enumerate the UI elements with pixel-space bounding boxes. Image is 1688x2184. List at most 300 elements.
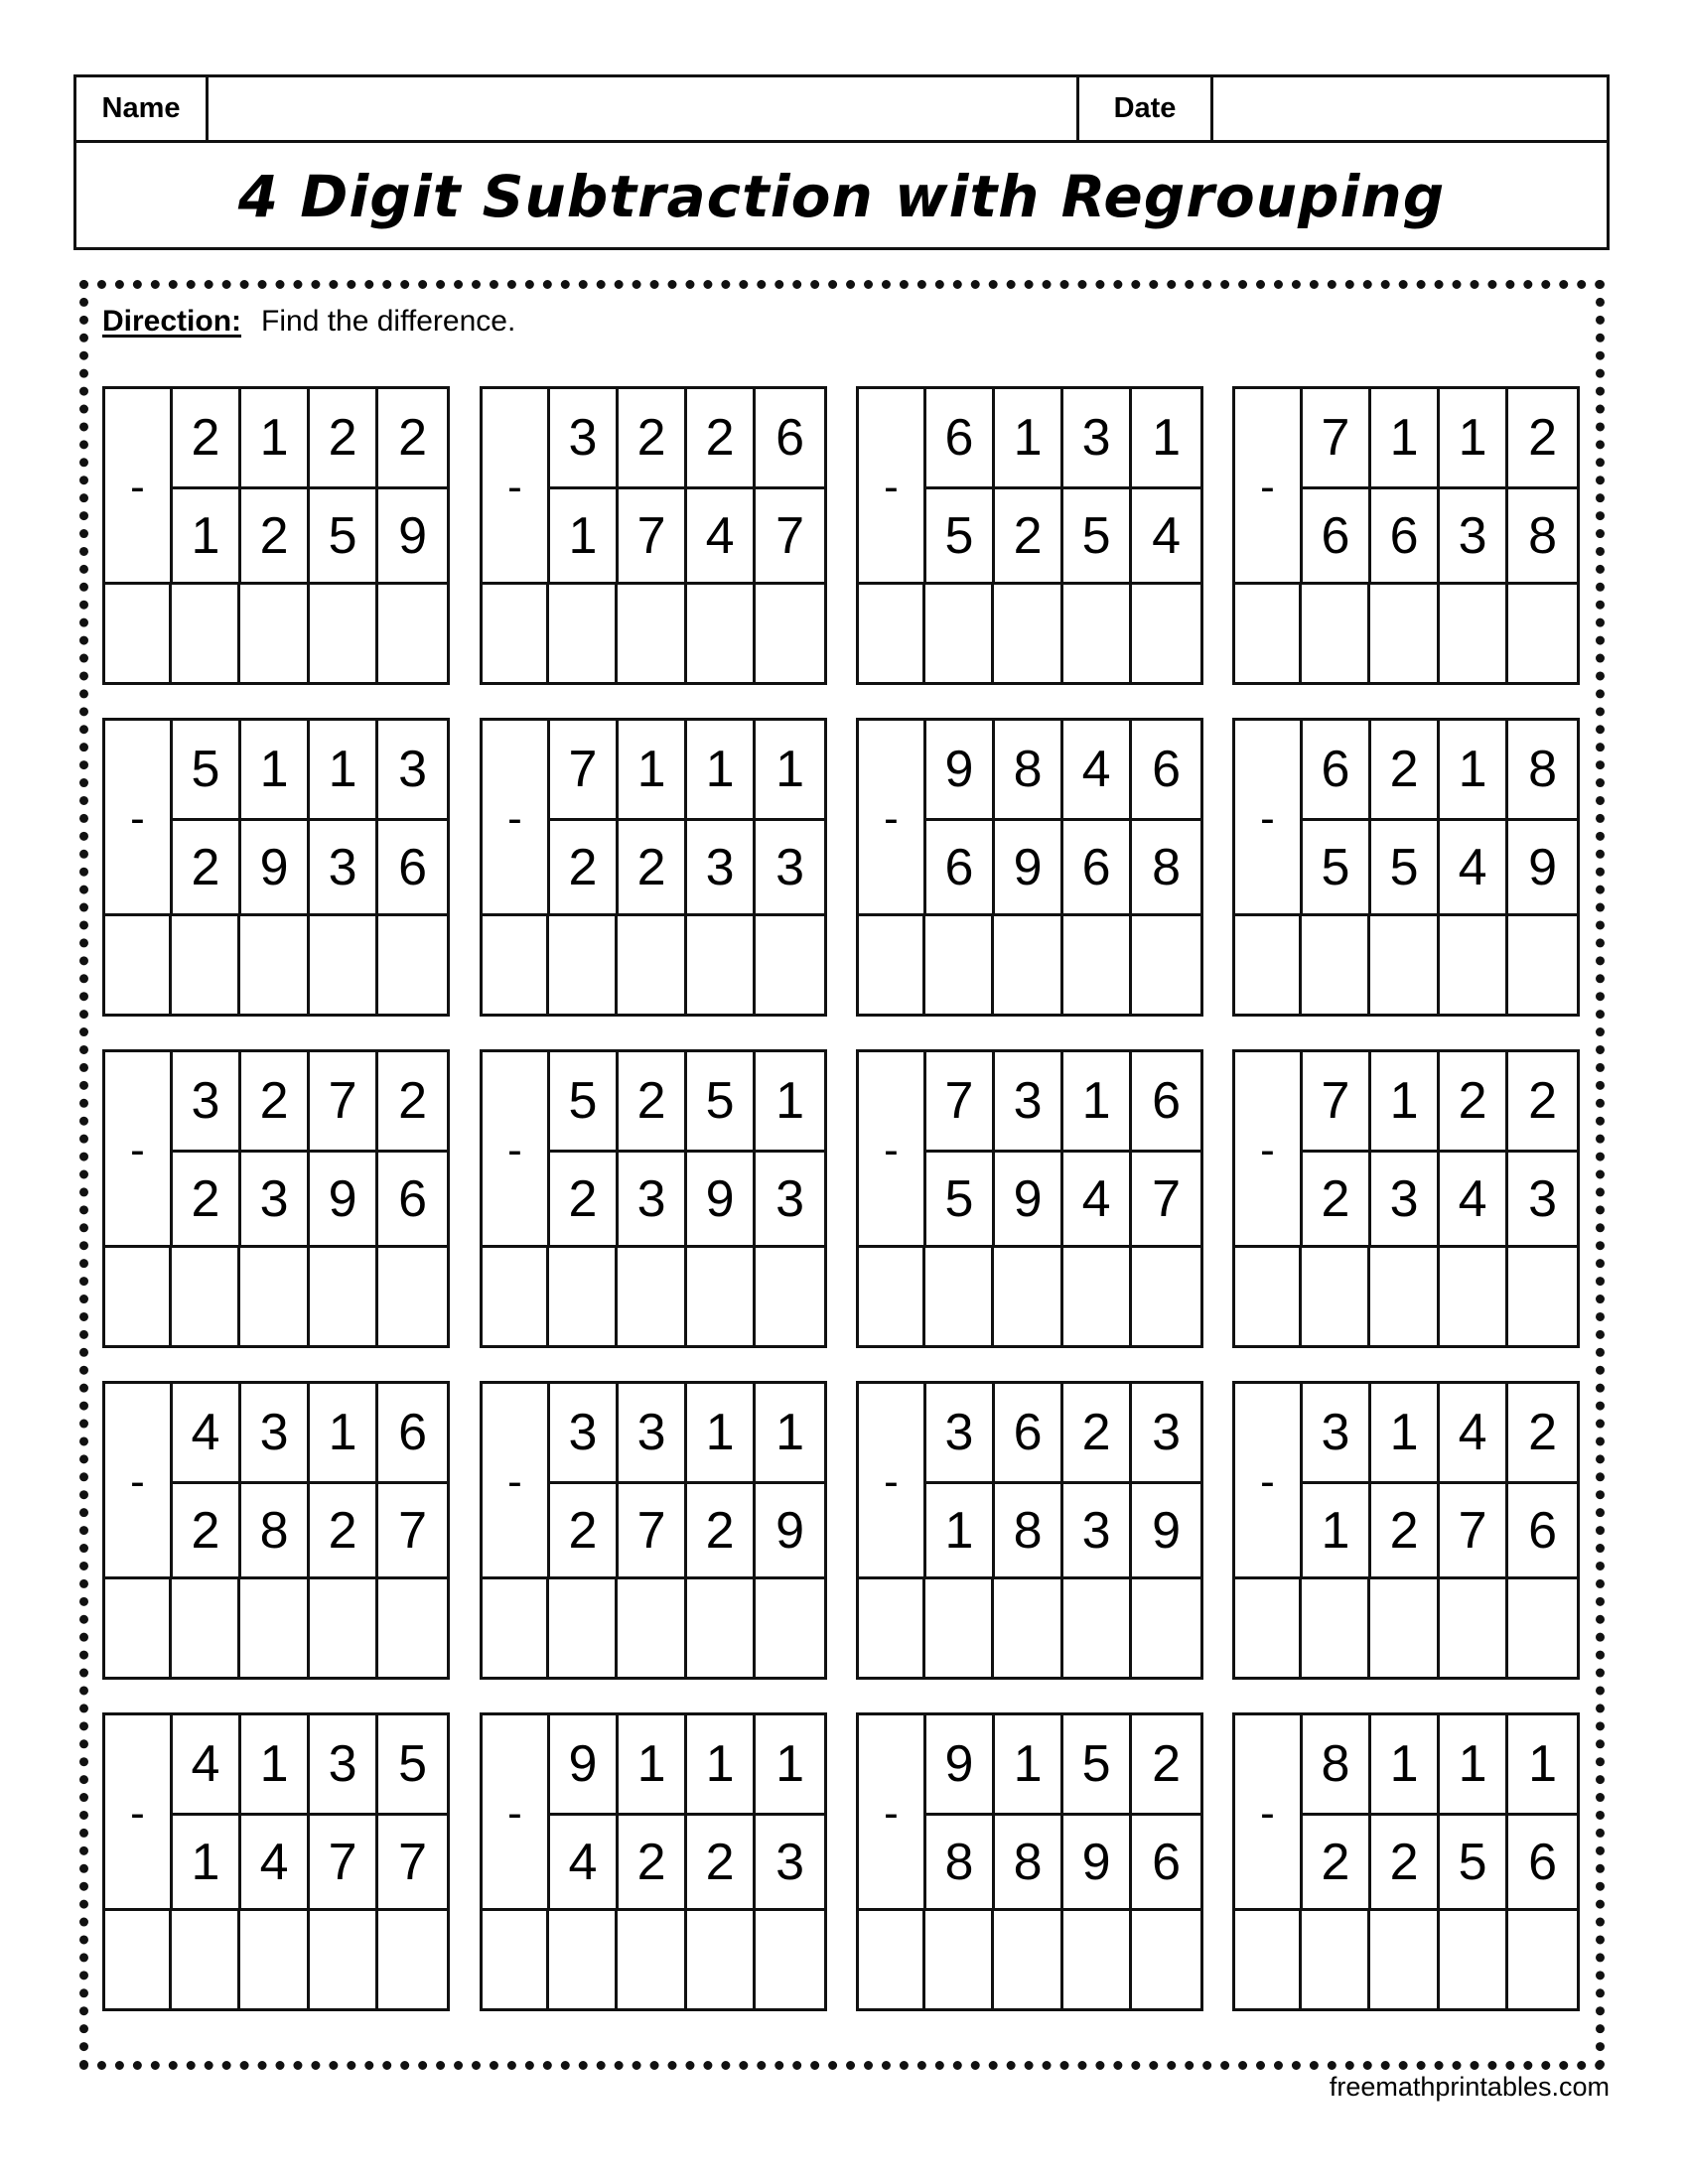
answer-digit-box[interactable] (756, 916, 824, 1014)
answer-digit-box[interactable] (1132, 1911, 1200, 2008)
minuend-row (550, 1052, 824, 1153)
subtrahend-row (173, 1813, 447, 1911)
direction-label: Direction: (102, 305, 242, 338)
answer-blank-lead (483, 916, 549, 1014)
answer-row (483, 913, 824, 1014)
answer-blank-lead (1235, 1248, 1302, 1345)
answer-digit-box[interactable] (925, 1579, 994, 1677)
minus-sign: - (859, 1052, 926, 1248)
answer-row (483, 1908, 824, 2008)
problem-17 (102, 1712, 450, 2011)
subtrahend-digit: 3 (775, 1169, 804, 1228)
subtrahend-digit: 2 (550, 1150, 619, 1248)
minuend-digit: 2 (1152, 1735, 1181, 1793)
minuend-digit: 1 (995, 1715, 1063, 1813)
answer-row (105, 913, 447, 1014)
answer-digit-box[interactable] (378, 1248, 447, 1345)
minuend-digit: 1 (775, 1072, 804, 1130)
answer-blank-lead (105, 1579, 172, 1677)
name-label: Name (101, 92, 181, 124)
minuend-row (926, 1052, 1200, 1153)
subtrahend-digit: 2 (173, 818, 241, 916)
answer-digit-box[interactable] (1302, 1579, 1370, 1677)
problem-15 (856, 1381, 1203, 1680)
minuend-row (1303, 389, 1577, 489)
subtrahend-digit: 1 (173, 1813, 241, 1911)
answer-digit-box[interactable] (1302, 585, 1370, 682)
subtrahend-digit: 1 (550, 486, 619, 585)
subtrahend-digit: 2 (619, 818, 687, 916)
answer-digit-box[interactable] (1440, 585, 1508, 682)
answer-digit-box[interactable] (1063, 1911, 1132, 2008)
subtrahend-digit: 6 (1371, 486, 1440, 585)
subtrahend-digit: 1 (173, 486, 241, 585)
problem-12 (1232, 1049, 1580, 1348)
answer-digit-box[interactable] (378, 1911, 447, 2008)
minus-sign: - (105, 389, 173, 585)
minuend-digit: 2 (619, 389, 687, 486)
answer-row (105, 1908, 447, 2008)
minuend-digit: 1 (619, 721, 687, 818)
answer-digit-box[interactable] (310, 916, 378, 1014)
problem-18 (480, 1712, 827, 2011)
answer-digit-box[interactable] (1508, 1911, 1577, 2008)
subtrahend-digit: 9 (775, 1501, 804, 1560)
answer-digit-box[interactable] (1508, 585, 1577, 682)
answer-row (859, 582, 1200, 682)
subtrahend-digit: 7 (619, 1481, 687, 1579)
subtrahend-digit: 2 (173, 1150, 241, 1248)
minuend-digit: 5 (173, 721, 241, 818)
answer-digit-box[interactable] (994, 1579, 1062, 1677)
minuend-digit: 3 (995, 1052, 1063, 1150)
answer-digit-box[interactable] (687, 916, 756, 1014)
minuend-digit: 1 (1371, 1715, 1440, 1813)
minuend-digit: 8 (1528, 741, 1557, 798)
problem-14 (480, 1381, 827, 1680)
minuend-digit: 3 (241, 1384, 310, 1481)
minuend-digit: 9 (926, 1715, 995, 1813)
minuend-digit: 9 (550, 1715, 619, 1813)
minuend-digit: 7 (1303, 1052, 1371, 1150)
answer-digit-box[interactable] (1508, 1248, 1577, 1345)
minuend-digit: 7 (926, 1052, 995, 1150)
answer-digit-box[interactable] (925, 1248, 994, 1345)
answer-digit-box[interactable] (549, 916, 618, 1014)
answer-digit-box[interactable] (925, 916, 994, 1014)
answer-digit-box[interactable] (687, 1579, 756, 1677)
subtrahend-digit: 3 (1528, 1169, 1557, 1228)
minuend-digit: 1 (1371, 1384, 1440, 1481)
subtrahend-row (173, 1150, 447, 1248)
answer-digit-box[interactable] (549, 1248, 618, 1345)
subtrahend-digit: 6 (1152, 1833, 1181, 1891)
subtrahend-digit: 2 (1303, 1813, 1371, 1911)
problem-9 (102, 1049, 450, 1348)
subtrahend-row (550, 1481, 824, 1579)
minuend-row (550, 389, 824, 489)
minuend-digit: 2 (619, 1052, 687, 1150)
answer-digit-box[interactable] (240, 1911, 309, 2008)
subtrahend-digit: 3 (1440, 486, 1508, 585)
answer-digit-box[interactable] (172, 1579, 240, 1677)
minuend-row (550, 1715, 824, 1816)
problem-2 (480, 386, 827, 685)
minuend-digit: 3 (1152, 1404, 1181, 1461)
answer-digit-box[interactable] (687, 585, 756, 682)
minus-sign: - (859, 1715, 926, 1911)
answer-digit-box[interactable] (549, 1579, 618, 1677)
minuend-digit: 8 (1303, 1715, 1371, 1813)
answer-digit-box[interactable] (378, 916, 447, 1014)
subtrahend-digit: 9 (241, 818, 310, 916)
minuend-digit: 1 (687, 1715, 756, 1813)
answer-digit-box[interactable] (240, 585, 309, 682)
subtrahend-digit: 8 (1528, 506, 1557, 565)
minuend-digit: 7 (1303, 389, 1371, 486)
answer-digit-box[interactable] (618, 1248, 686, 1345)
answer-digit-box[interactable] (756, 1579, 824, 1677)
minuend-row (1303, 1715, 1577, 1816)
answer-digit-box[interactable] (549, 1911, 618, 2008)
subtrahend-digit: 2 (1303, 1150, 1371, 1248)
answer-digit-box[interactable] (310, 585, 378, 682)
minuend-digit: 5 (1063, 1715, 1132, 1813)
answer-digit-box[interactable] (994, 1248, 1062, 1345)
minuend-digit: 3 (1063, 389, 1132, 486)
answer-digit-box[interactable] (172, 1911, 240, 2008)
subtrahend-row (1303, 1813, 1577, 1911)
minus-sign: - (483, 1052, 550, 1248)
subtrahend-digit: 5 (1063, 486, 1132, 585)
subtrahend-digit: 3 (310, 818, 378, 916)
subtrahend-row (1303, 818, 1577, 916)
minuend-digit: 6 (398, 1404, 427, 1461)
answer-digit-box[interactable] (1132, 916, 1200, 1014)
minuend-row (173, 389, 447, 489)
answer-row (859, 1245, 1200, 1345)
answer-digit-box[interactable] (240, 916, 309, 1014)
minuend-row (173, 1715, 447, 1816)
answer-row (859, 1908, 1200, 2008)
answer-digit-box[interactable] (172, 916, 240, 1014)
problem-1 (102, 386, 450, 685)
subtrahend-digit: 7 (619, 486, 687, 585)
answer-digit-box[interactable] (1063, 585, 1132, 682)
minus-sign: - (1235, 1715, 1303, 1911)
answer-row (483, 582, 824, 682)
minuend-digit: 1 (1152, 409, 1181, 467)
problem-5 (102, 718, 450, 1017)
answer-digit-box[interactable] (240, 1579, 309, 1677)
minuend-digit: 2 (173, 389, 241, 486)
subtrahend-digit: 8 (995, 1481, 1063, 1579)
subtrahend-digit: 5 (926, 486, 995, 585)
minuend-row (926, 1715, 1200, 1816)
answer-digit-box[interactable] (1370, 916, 1439, 1014)
answer-digit-box[interactable] (756, 1248, 824, 1345)
problem-10 (480, 1049, 827, 1348)
answer-blank-lead (1235, 585, 1302, 682)
subtrahend-row (1303, 486, 1577, 585)
answer-digit-box[interactable] (1302, 1248, 1370, 1345)
problem-20 (1232, 1712, 1580, 2011)
subtrahend-digit: 3 (1063, 1481, 1132, 1579)
subtrahend-digit: 2 (550, 818, 619, 916)
answer-digit-box[interactable] (618, 585, 686, 682)
minuend-digit: 4 (1440, 1384, 1508, 1481)
subtrahend-digit: 6 (926, 818, 995, 916)
subtrahend-digit: 6 (1528, 1501, 1557, 1560)
minuend-digit: 3 (398, 741, 427, 798)
problem-19 (856, 1712, 1203, 2011)
subtrahend-digit: 5 (1440, 1813, 1508, 1911)
minuend-digit: 1 (775, 1735, 804, 1793)
answer-digit-box[interactable] (1370, 585, 1439, 682)
answer-digit-box[interactable] (1063, 1579, 1132, 1677)
answer-blank-lead (483, 1911, 549, 2008)
subtrahend-row (926, 486, 1200, 585)
answer-digit-box[interactable] (756, 585, 824, 682)
minus-sign: - (1235, 721, 1303, 916)
answer-digit-box[interactable] (1132, 1248, 1200, 1345)
minus-sign: - (859, 1384, 926, 1579)
subtrahend-row (550, 1813, 824, 1911)
subtrahend-digit: 6 (398, 1169, 427, 1228)
answer-digit-box[interactable] (618, 916, 686, 1014)
answer-row (1235, 1245, 1577, 1345)
subtrahend-digit: 8 (241, 1481, 310, 1579)
minus-sign: - (1235, 1052, 1303, 1248)
subtrahend-row (550, 1150, 824, 1248)
answer-digit-box[interactable] (310, 1579, 378, 1677)
answer-blank-lead (105, 1911, 172, 2008)
subtrahend-digit: 6 (1303, 486, 1371, 585)
answer-digit-box[interactable] (549, 585, 618, 682)
answer-row (1235, 582, 1577, 682)
answer-digit-box[interactable] (172, 585, 240, 682)
minuend-digit: 1 (1063, 1052, 1132, 1150)
minus-sign: - (483, 721, 550, 916)
answer-digit-box[interactable] (310, 1248, 378, 1345)
subtrahend-digit: 2 (687, 1481, 756, 1579)
minuend-row (1303, 1384, 1577, 1484)
minuend-digit: 2 (398, 409, 427, 467)
answer-blank-lead (1235, 916, 1302, 1014)
subtrahend-digit: 2 (1371, 1481, 1440, 1579)
subtrahend-digit: 9 (1152, 1501, 1181, 1560)
problem-7 (856, 718, 1203, 1017)
subtrahend-digit: 4 (241, 1813, 310, 1911)
minuend-digit: 6 (775, 409, 804, 467)
answer-row (105, 1245, 447, 1345)
minuend-digit: 7 (310, 1052, 378, 1150)
minuend-digit: 1 (1371, 1052, 1440, 1150)
minuend-digit: 1 (775, 1404, 804, 1461)
subtrahend-digit: 6 (1528, 1833, 1557, 1891)
subtrahend-row (926, 1150, 1200, 1248)
subtrahend-digit: 2 (995, 486, 1063, 585)
subtrahend-digit: 3 (775, 1833, 804, 1891)
answer-digit-box[interactable] (687, 1248, 756, 1345)
answer-digit-box[interactable] (1440, 1248, 1508, 1345)
subtrahend-row (173, 818, 447, 916)
subtrahend-row (1303, 1150, 1577, 1248)
subtrahend-digit: 9 (995, 1150, 1063, 1248)
answer-digit-box[interactable] (240, 1248, 309, 1345)
minuend-digit: 2 (1371, 721, 1440, 818)
minuend-digit: 5 (687, 1052, 756, 1150)
subtrahend-digit: 4 (1440, 1150, 1508, 1248)
minus-sign: - (483, 1715, 550, 1911)
answer-digit-box[interactable] (1508, 916, 1577, 1014)
minuend-digit: 5 (550, 1052, 619, 1150)
minuend-digit: 1 (1440, 721, 1508, 818)
answer-digit-box[interactable] (994, 916, 1062, 1014)
minuend-digit: 1 (1371, 389, 1440, 486)
answer-digit-box[interactable] (994, 585, 1062, 682)
answer-digit-box[interactable] (618, 1579, 686, 1677)
answer-row (1235, 1908, 1577, 2008)
answer-blank-lead (859, 1579, 925, 1677)
subtrahend-digit: 7 (775, 506, 804, 565)
subtrahend-row (926, 1481, 1200, 1579)
minuend-row (173, 1384, 447, 1484)
subtrahend-digit: 9 (310, 1150, 378, 1248)
subtrahend-digit: 5 (1371, 818, 1440, 916)
subtrahend-digit: 2 (310, 1481, 378, 1579)
subtrahend-row (926, 818, 1200, 916)
subtrahend-digit: 3 (775, 838, 804, 896)
answer-blank-lead (105, 916, 172, 1014)
minuend-digit: 1 (310, 721, 378, 818)
minuend-digit: 3 (926, 1384, 995, 1481)
minus-sign: - (1235, 389, 1303, 585)
subtrahend-digit: 5 (926, 1150, 995, 1248)
minuend-digit: 1 (241, 389, 310, 486)
answer-digit-box[interactable] (1132, 1579, 1200, 1677)
minuend-digit: 7 (550, 721, 619, 818)
minus-sign: - (105, 721, 173, 916)
minuend-digit: 1 (619, 1715, 687, 1813)
subtrahend-digit: 3 (619, 1150, 687, 1248)
answer-blank-lead (483, 1248, 549, 1345)
answer-digit-box[interactable] (1132, 585, 1200, 682)
minuend-row (1303, 721, 1577, 821)
answer-row (1235, 913, 1577, 1014)
minuend-digit: 1 (310, 1384, 378, 1481)
answer-digit-box[interactable] (1370, 1579, 1439, 1677)
answer-row (483, 1245, 824, 1345)
minuend-digit: 1 (1528, 1735, 1557, 1793)
answer-row (105, 1576, 447, 1677)
problem-13 (102, 1381, 450, 1680)
minuend-digit: 6 (926, 389, 995, 486)
minuend-digit: 3 (619, 1384, 687, 1481)
minuend-row (1303, 1052, 1577, 1153)
minus-sign: - (483, 1384, 550, 1579)
minuend-digit: 1 (241, 1715, 310, 1813)
minuend-digit: 1 (687, 1384, 756, 1481)
problem-11 (856, 1049, 1203, 1348)
minuend-digit: 2 (241, 1052, 310, 1150)
subtrahend-digit: 8 (995, 1813, 1063, 1911)
subtrahend-digit: 7 (1152, 1169, 1181, 1228)
minuend-row (926, 1384, 1200, 1484)
answer-digit-box[interactable] (1370, 1911, 1439, 2008)
answer-digit-box[interactable] (172, 1248, 240, 1345)
answer-digit-box[interactable] (925, 585, 994, 682)
subtrahend-digit: 4 (1152, 506, 1181, 565)
answer-digit-box[interactable] (1440, 1911, 1508, 2008)
subtrahend-digit: 3 (687, 818, 756, 916)
subtrahend-digit: 3 (241, 1150, 310, 1248)
minuend-digit: 9 (926, 721, 995, 818)
minus-sign: - (105, 1384, 173, 1579)
answer-row (859, 913, 1200, 1014)
subtrahend-digit: 9 (1063, 1813, 1132, 1911)
answer-digit-box[interactable] (994, 1911, 1062, 2008)
answer-digit-box[interactable] (1440, 1579, 1508, 1677)
subtrahend-digit: 9 (687, 1150, 756, 1248)
answer-digit-box[interactable] (1063, 1248, 1132, 1345)
answer-digit-box[interactable] (1302, 1911, 1370, 2008)
answer-digit-box[interactable] (687, 1911, 756, 2008)
minuend-digit: 3 (310, 1715, 378, 1813)
answer-digit-box[interactable] (1302, 916, 1370, 1014)
minuend-digit: 2 (310, 389, 378, 486)
subtrahend-digit: 9 (1528, 838, 1557, 896)
subtrahend-digit: 6 (398, 838, 427, 896)
subtrahend-row (550, 818, 824, 916)
answer-blank-lead (483, 585, 549, 682)
answer-digit-box[interactable] (378, 585, 447, 682)
answer-digit-box[interactable] (1440, 916, 1508, 1014)
minus-sign: - (859, 389, 926, 585)
answer-digit-box[interactable] (1508, 1579, 1577, 1677)
footer-site: freemathprintables.com (1329, 2072, 1610, 2102)
answer-digit-box[interactable] (1063, 916, 1132, 1014)
answer-digit-box[interactable] (925, 1911, 994, 2008)
answer-blank-lead (1235, 1579, 1302, 1677)
minus-sign: - (483, 389, 550, 585)
subtrahend-digit: 7 (1440, 1481, 1508, 1579)
subtrahend-digit: 4 (550, 1813, 619, 1911)
subtrahend-digit: 2 (550, 1481, 619, 1579)
answer-digit-box[interactable] (310, 1911, 378, 2008)
answer-digit-box[interactable] (1370, 1248, 1439, 1345)
subtrahend-digit: 8 (1152, 838, 1181, 896)
minuend-digit: 3 (173, 1052, 241, 1150)
minuend-digit: 3 (550, 389, 619, 486)
problem-4 (1232, 386, 1580, 685)
minuend-digit: 4 (173, 1384, 241, 1481)
subtrahend-digit: 8 (926, 1813, 995, 1911)
minus-sign: - (1235, 1384, 1303, 1579)
answer-digit-box[interactable] (756, 1911, 824, 2008)
answer-blank-lead (1235, 1911, 1302, 2008)
date-label: Date (1113, 92, 1177, 124)
subtrahend-digit: 4 (1063, 1150, 1132, 1248)
answer-digit-box[interactable] (618, 1911, 686, 2008)
minuend-digit: 4 (173, 1715, 241, 1813)
subtrahend-digit: 2 (241, 486, 310, 585)
subtrahend-row (173, 1481, 447, 1579)
minuend-digit: 4 (1063, 721, 1132, 818)
subtrahend-digit: 9 (398, 506, 427, 565)
answer-digit-box[interactable] (378, 1579, 447, 1677)
minuend-digit: 6 (1303, 721, 1371, 818)
